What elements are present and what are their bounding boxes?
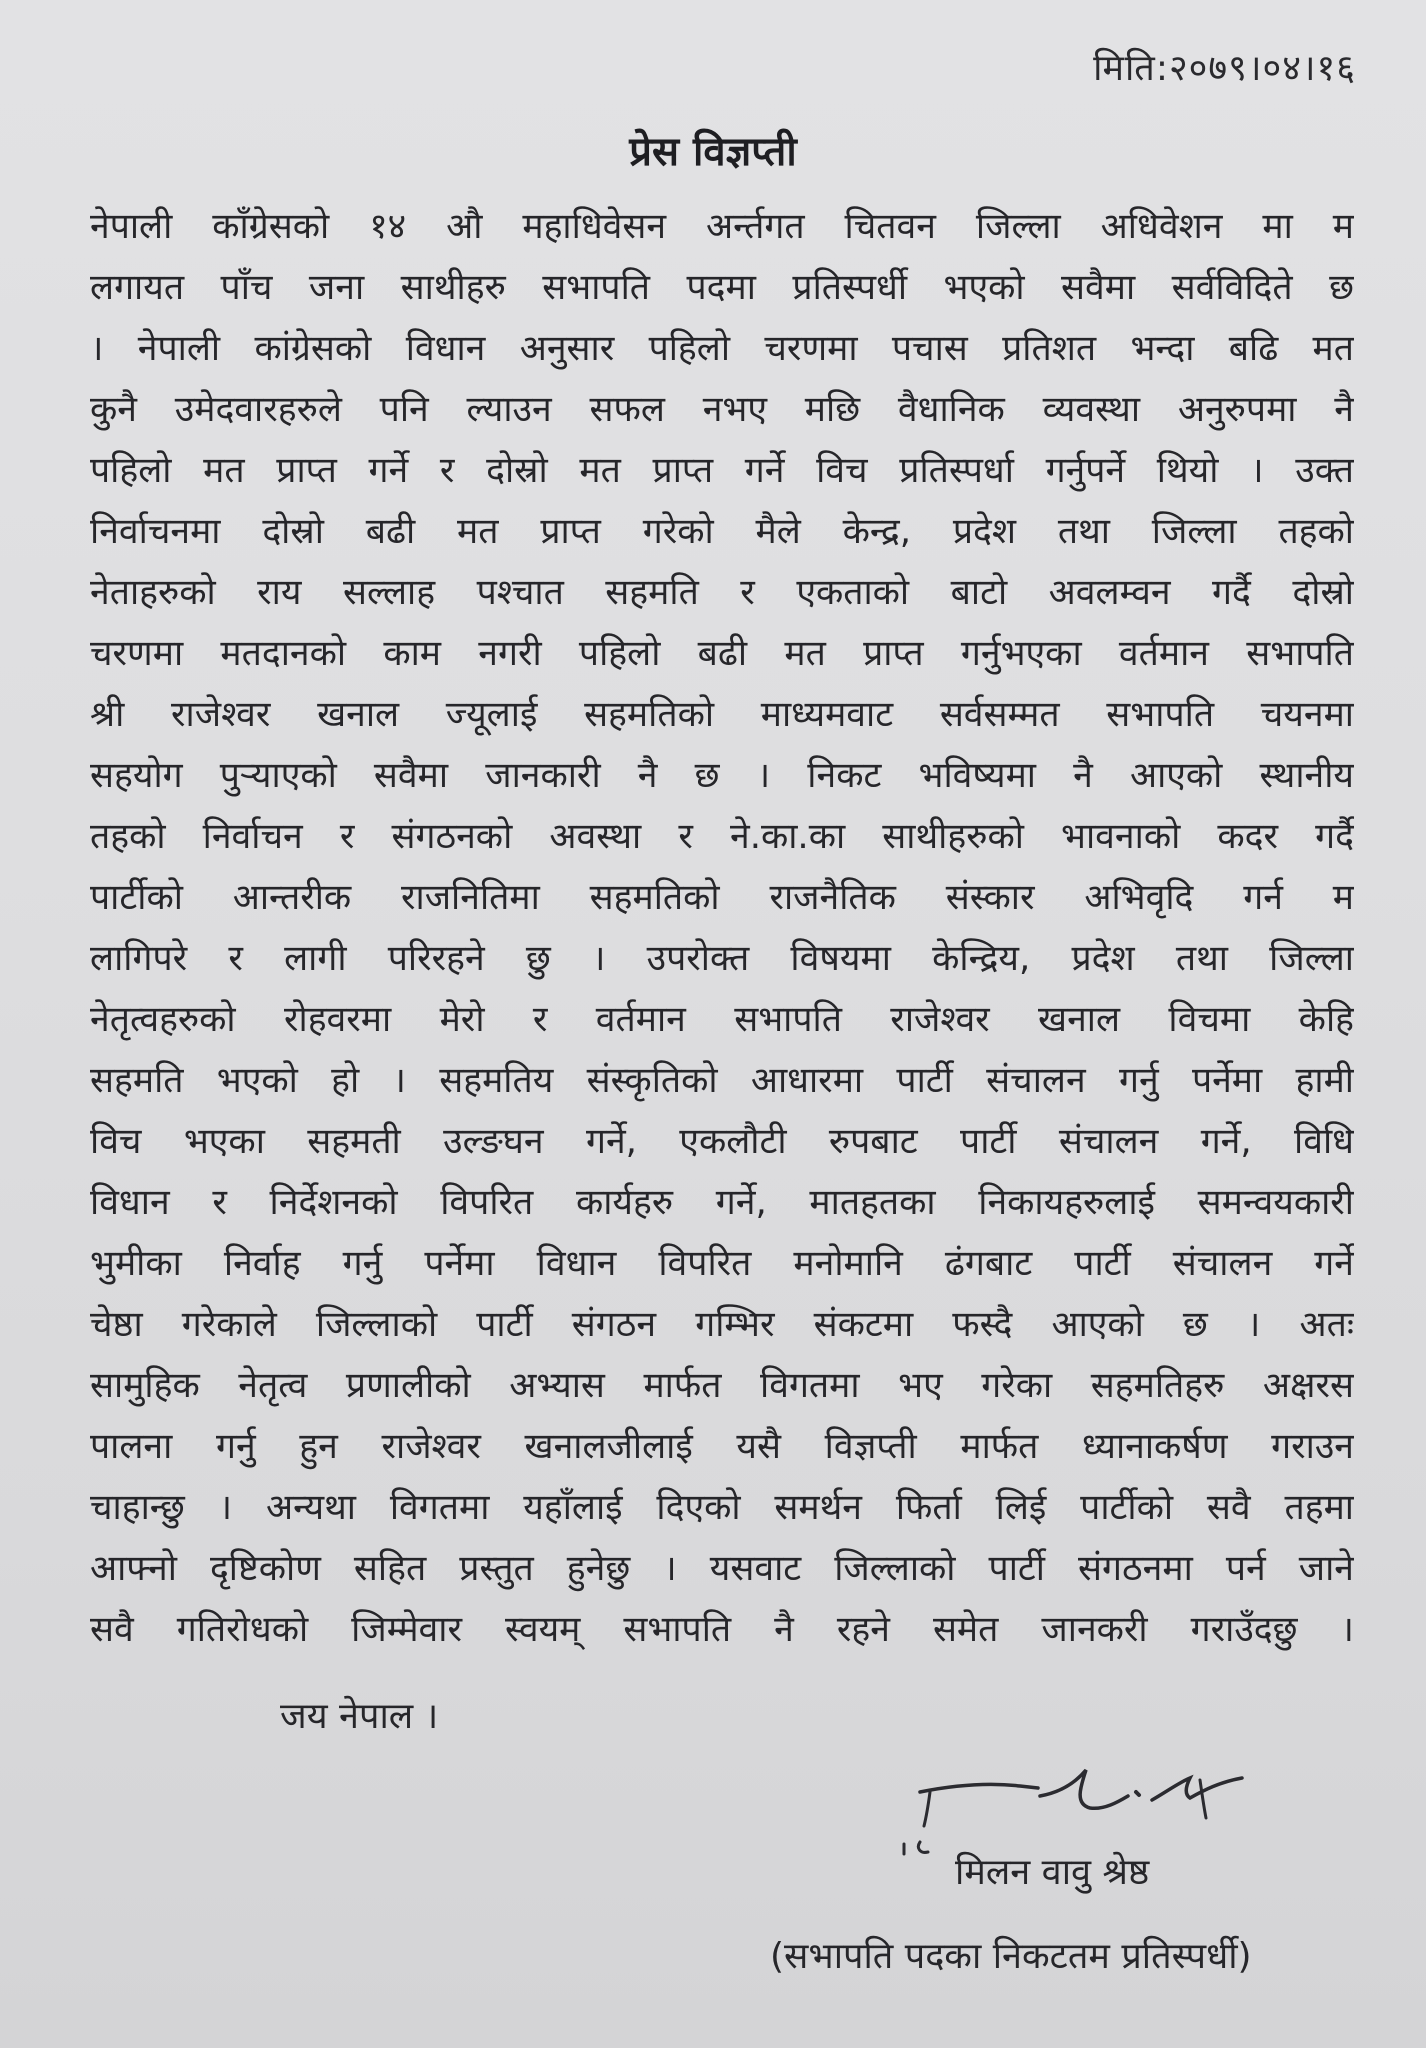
body-line: कुनै उमेदवारहरुले पनि ल्याउन सफल नभए मछि वैधानिक व्यवस्था अनुरुपमा नै [90,389,1354,430]
body-line: चेष्ठा गरेकाले जिल्लाको पार्टी संगठन गम्भिर संकटमा फस्दै आएको छ । अतः [90,1304,1354,1345]
letter-date: मिति:२०७९।०४।१६ [1093,48,1356,89]
body-line: नेतृत्वहरुको रोहवरमा मेरो र वर्तमान सभापति राजेश्वर खनाल विचमा केहि [90,999,1354,1040]
body-line: चाहान्छु । अन्यथा विगतमा यहाँलाई दिएको समर्थन फिर्ता लिई पार्टीको सवै तहमा [90,1487,1354,1528]
body-line: सवै गतिरोधको जिम्मेवार स्वयम् सभापति नै रहने समेत जानकरी गराउँदछु । [90,1609,1354,1650]
body-line: नेपाली काँग्रेसको १४ औ महाधिवेसन अर्न्तगत चितवन जिल्ला अधिवेशन मा म [90,206,1354,247]
body-line: श्री राजेश्वर खनाल ज्यूलाई सहमतिको माध्यमवाट सर्वसम्मत सभापति चयनमा [90,694,1354,735]
body-line: विधान र निर्देशनको विपरित कार्यहरु गर्ने, मातहतका निकायहरुलाई समन्वयकारी [90,1182,1354,1223]
signer-name: मिलन वावु श्रेष्ठ [955,1852,1150,1893]
letter-body [90,196,1354,1660]
closing-salutation: जय नेपाल । [280,1696,439,1737]
body-line: पार्टीको आन्तरीक राजनितिमा सहमतिको राजनैतिक संस्कार अभिवृदि गर्न म [90,877,1354,918]
body-line: तहको निर्वाचन र संगठनको अवस्था र ने.का.का साथीहरुको भावनाको कदर गर्दै [90,816,1354,857]
body-line: पालना गर्नु हुन राजेश्वर खनालजीलाई यसै विज्ञप्ती मार्फत ध्यानाकर्षण गराउन [90,1426,1354,1467]
body-line: भुमीका निर्वाह गर्नु पर्नेमा विधान विपरित मनोमानि ढंगबाट पार्टी संचालन गर्ने [90,1243,1354,1284]
body-line: नेताहरुको राय सल्लाह पश्चात सहमति र एकताको बाटो अवलम्वन गर्दै दोस्रो [90,572,1354,613]
signer-title: (सभापति पदका निकटतम प्रतिस्पर्धी) [770,1936,1252,1977]
body-line: पहिलो मत प्राप्त गर्ने र दोस्रो मत प्राप्त गर्ने विच प्रतिस्पर्धा गर्नुपर्ने थियो । उक्त [90,450,1354,491]
body-line: चरणमा मतदानको काम नगरी पहिलो बढी मत प्राप्त गर्नुभएका वर्तमान सभापति [90,633,1354,674]
body-line: लागिपरे र लागी परिरहने छु । उपरोक्त विषयमा केन्द्रिय, प्रदेश तथा जिल्ला [90,938,1354,979]
body-line: लगायत पाँच जना साथीहरु सभापति पदमा प्रतिस्पर्धी भएको सवैमा सर्वविदिते छ [90,267,1354,308]
body-line: विच भएका सहमती उल्ङघन गर्ने, एकलौटी रुपबाट पार्टी संचालन गर्ने, विधि [90,1121,1354,1162]
letter-title: प्रेस विज्ञप्ती [629,129,797,175]
body-line: सामुहिक नेतृत्व प्रणालीको अभ्यास मार्फत विगतमा भए गरेका सहमतिहरु अक्षरस [90,1365,1354,1406]
body-line: आफ्नो दृष्टिकोण सहित प्रस्तुत हुनेछु । यसवाट जिल्लाको पार्टी संगठनमा पर्न जाने [90,1548,1354,1589]
body-line: सहयोग पुऱ्याएको सवैमा जानकारी नै छ । निकट भविष्यमा नै आएको स्थानीय [90,755,1354,796]
body-line: । नेपाली कांग्रेसको विधान अनुसार पहिलो चरणमा पचास प्रतिशत भन्दा बढि मत [90,328,1354,369]
body-line: निर्वाचनमा दोस्रो बढी मत प्राप्त गरेको मैले केन्द्र, प्रदेश तथा जिल्ला तहको [90,511,1354,552]
body-line: सहमति भएको हो । सहमतिय संस्कृतिको आधारमा पार्टी संचालन गर्नु पर्नेमा हामी [90,1060,1354,1101]
